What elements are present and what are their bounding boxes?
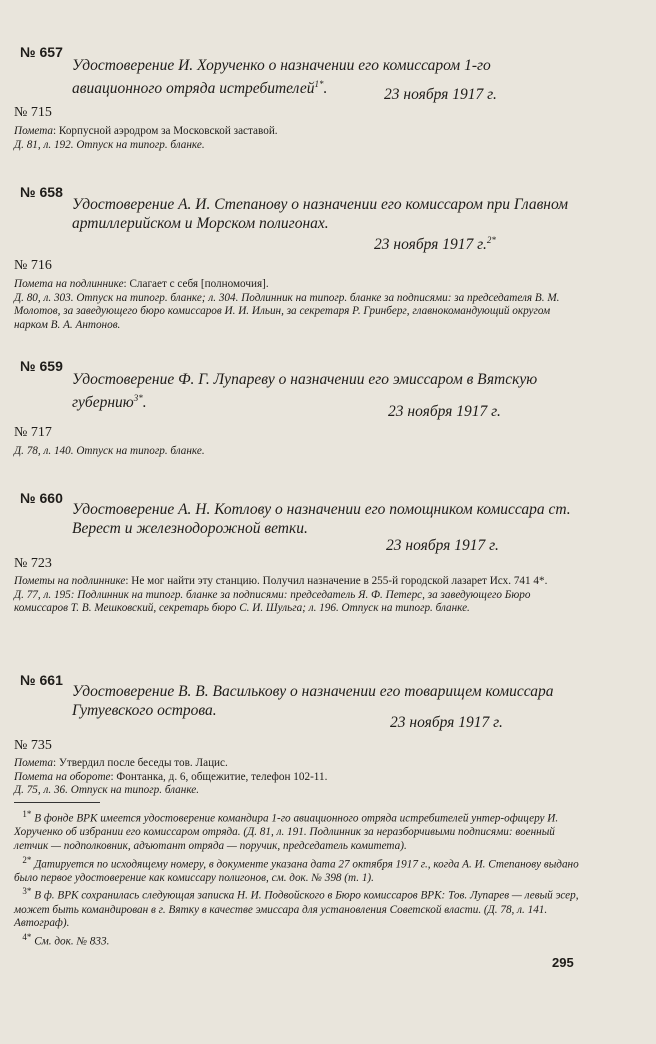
archive-ref-number: № 723 (14, 556, 52, 571)
archive-notes (14, 278, 574, 332)
document-number: № 657 (20, 44, 63, 60)
footnote: $^{1*}$ В фонде ВРК имеется удостоверение командира 1-го авиационного отряда истребителей унтер-офицеру И. Хорученко об избрании его комиссаром отряда. (Д. 81, л. 191. Подлинник за неразборчивыми подписями: военный летчик — подполковник, адъютант отряда — поручик, председатель комитета). (14, 809, 559, 852)
footnote: $^{3*}$ В ф. ВРК сохранилась следующая записка Н. И. Подвойского в Бюро комиссаров ВРК: Тов. Лупарев — левый эсер, может быть командирован в г. Вятку в качестве эмиссара для установления Советской власти. (Д. 78, л. 141. Автограф). (14, 886, 579, 930)
archive-notes (14, 445, 574, 459)
document-title: Удостоверение В. В. Василькову о назначении его товарищем комиссара Гутуевского острова. (72, 683, 554, 719)
document-date: 23 ноября 1917 г. (386, 537, 499, 554)
document-number: № 659 (20, 358, 63, 374)
footnote: $^{4*}$ См. док. № 833. (22, 931, 110, 948)
archive-ref-number: № 735 (14, 738, 52, 753)
archive-notes (14, 757, 574, 798)
document-title: Удостоверение И. Хорученко о назначении его комиссаром 1-го авиационного отряда истребителей$^{1*}$. (72, 57, 491, 98)
note-line: Д. 77, л. 195: Подлинник на типогр. бланке за подписями: председатель Я. Ф. Петерс, за заведующего Бюро комиссаров Т. В. Мешковский, секретарь бюро С. И. Шульга; л. 196. Отпуск на типогр. бланке. (14, 588, 531, 615)
footnotes (14, 808, 580, 949)
footnote-divider (14, 802, 100, 803)
document-number: № 660 (20, 490, 63, 506)
note-line: Д. 81, л. 192. Отпуск на типогр. бланке. (14, 138, 205, 151)
note-line: Помета на подлиннике: Слагает с себя [полномочия]. (14, 278, 269, 290)
document-number: № 661 (20, 672, 63, 688)
note-line: Д. 75, л. 36. Отпуск на типогр. бланке. (14, 784, 200, 797)
document-date: 23 ноября 1917 г. (390, 714, 503, 731)
document-date: 23 ноября 1917 г. (384, 86, 497, 103)
archive-notes (14, 575, 574, 616)
archive-notes (14, 125, 574, 152)
footnote: $^{2*}$ Датируется по исходящему номеру, в документе указана дата 27 октября 1917 г., когда А. И. Степанову выдано было первое удостоверение как комиссару полигонов, см. док. № 398 (т. 1). (14, 854, 579, 884)
page-number: 295 (552, 955, 574, 970)
document-title: Удостоверение А. И. Степанову о назначении его комиссаром при Главном артиллерийском и Морском полигонах. (72, 196, 569, 232)
note-line: Помета: Утвердил после беседы тов. Лацис. (14, 757, 228, 769)
note-line: Пометы на подлиннике: Не мог найти эту станцию. Получил назначение в 255-й городской лазарет Исх. 741 4*. (14, 575, 548, 587)
archive-ref-number: № 716 (14, 258, 52, 273)
note-line: Помета: Корпусной аэродром за Московской заставой. (14, 125, 278, 137)
document-title: Удостоверение А. Н. Котлову о назначении его помощником комиссара ст. Верест и железнодорожной ветки. (72, 501, 571, 537)
document-date: 23 ноября 1917 г.$^{2*}$ (374, 235, 496, 254)
note-line: Помета на обороте: Фонтанка, д. 6, общежитие, телефон 102-11. (14, 770, 328, 783)
archive-ref-number: № 717 (14, 425, 52, 440)
document-title: Удостоверение Ф. Г. Лупареву о назначении его эмиссаром в Вятскую губернию$^{3*}$. (72, 371, 538, 412)
note-line: Д. 80, л. 303. Отпуск на типогр. бланке; л. 304. Подлинник на типогр. бланке за подписями: за председателя В. М. Молотов, за заведующего бюро комиссаров И. И. Ильин, за секретаря Р. Гринберг, главнокомандующий округом нарком В. А. Антонов. (14, 291, 560, 331)
document-number: № 658 (20, 184, 63, 200)
document-date: 23 ноября 1917 г. (388, 403, 501, 420)
note-line: Д. 78, л. 140. Отпуск на типогр. бланке. (14, 445, 205, 457)
archive-ref-number: № 715 (14, 105, 52, 120)
